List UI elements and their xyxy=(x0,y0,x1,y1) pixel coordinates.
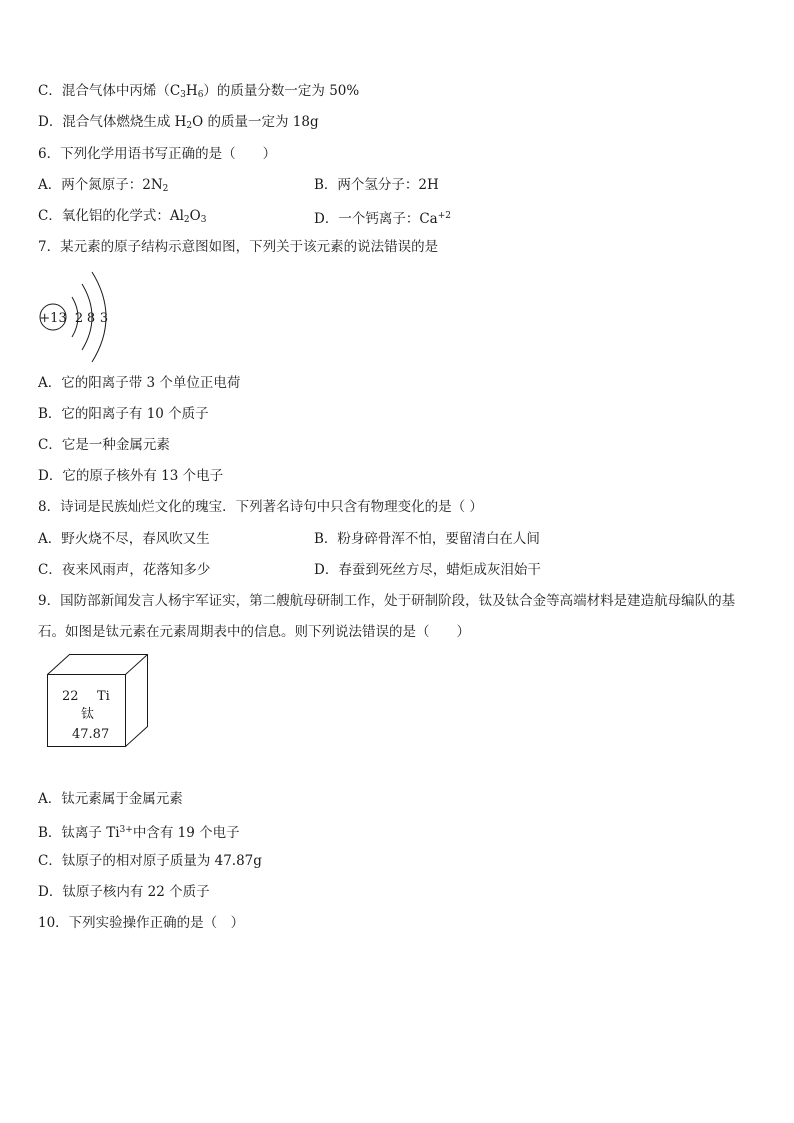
shell-1-electrons: 2 xyxy=(74,311,84,326)
q7-option-d: D．它的原子核外有 13 个电子 xyxy=(38,468,224,484)
shell-2-electrons: 8 xyxy=(86,311,96,326)
q5-option-c: C．混合气体中丙烯$(C_3H_6)$的质量分数一定为 50% xyxy=(38,83,360,100)
q7-option-a: A．它的阳离子带 3 个单位正电荷 xyxy=(38,375,241,391)
titanium-periodic-cell xyxy=(44,652,152,750)
element-name: 钛 xyxy=(81,707,95,722)
q6-option-b: B．两个氢分子：2H xyxy=(314,177,439,193)
atomic-mass: 47.87 xyxy=(72,727,110,742)
q8-option-b: B．粉身碎骨浑不怕，要留清白在人间 xyxy=(314,531,540,547)
q6-stem: 6．下列化学用语书写正确的是（ ） xyxy=(38,146,277,162)
q8-option-d: D．春蚕到死丝方尽，蜡炬成灰泪始干 xyxy=(314,562,541,578)
q9-option-d: D．钛原子核内有 22 个质子 xyxy=(38,884,210,900)
nucleus-charge: +13 xyxy=(39,311,67,326)
shell-3-electrons: 3 xyxy=(99,311,109,326)
q6-option-a: A．两个氮原子：$2N_2$ xyxy=(38,177,169,194)
q8-stem: 8．诗词是民族灿烂文化的瑰宝．下列著名诗句中只含有物理变化的是（ ） xyxy=(38,499,483,515)
atomic-number: 22 xyxy=(62,689,79,704)
q9-option-a: A．钛元素属于金属元素 xyxy=(38,791,183,807)
q7-stem: 7．某元素的原子结构示意图如图，下列关于该元素的说法错误的是 xyxy=(38,239,439,255)
q8-option-c: C．夜来风雨声，花落知多少 xyxy=(38,562,211,578)
atom-structure-diagram xyxy=(36,264,126,364)
q7-option-b: B．它的阳离子有 10 个质子 xyxy=(38,406,209,422)
q7-option-c: C．它是一种金属元素 xyxy=(38,437,170,453)
element-symbol: Ti xyxy=(97,689,110,704)
q9-option-c: C．钛原子的相对原子质量为 47.87g xyxy=(38,853,262,869)
q8-option-a: A．野火烧不尽，春风吹又生 xyxy=(38,531,210,547)
q6-option-d: D．一个钙离子：$Ca^{+2}$ xyxy=(314,211,451,227)
q9-option-b: B．钛离子 $Ti^{3+}$中含有 19 个电子 xyxy=(38,825,240,841)
q9-stem-line2: 石。如图是钛元素在元素周期表中的信息。则下列说法错误的是（ ） xyxy=(38,624,470,640)
q6-option-c: C．氧化铝的化学式：$Al_2O_3$ xyxy=(38,208,207,225)
q10-stem: 10．下列实验操作正确的是（ ） xyxy=(38,915,245,931)
q9-stem-line1: 9．国防部新闻发言人杨宇军证实，第二艘航母研制工作，处于研制阶段，钛及钛合金等高端材料是建造航母编队的基 xyxy=(38,593,736,609)
q5-option-d: D．混合气体燃烧生成 $H_2O$ 的质量一定为 18g xyxy=(38,114,319,131)
